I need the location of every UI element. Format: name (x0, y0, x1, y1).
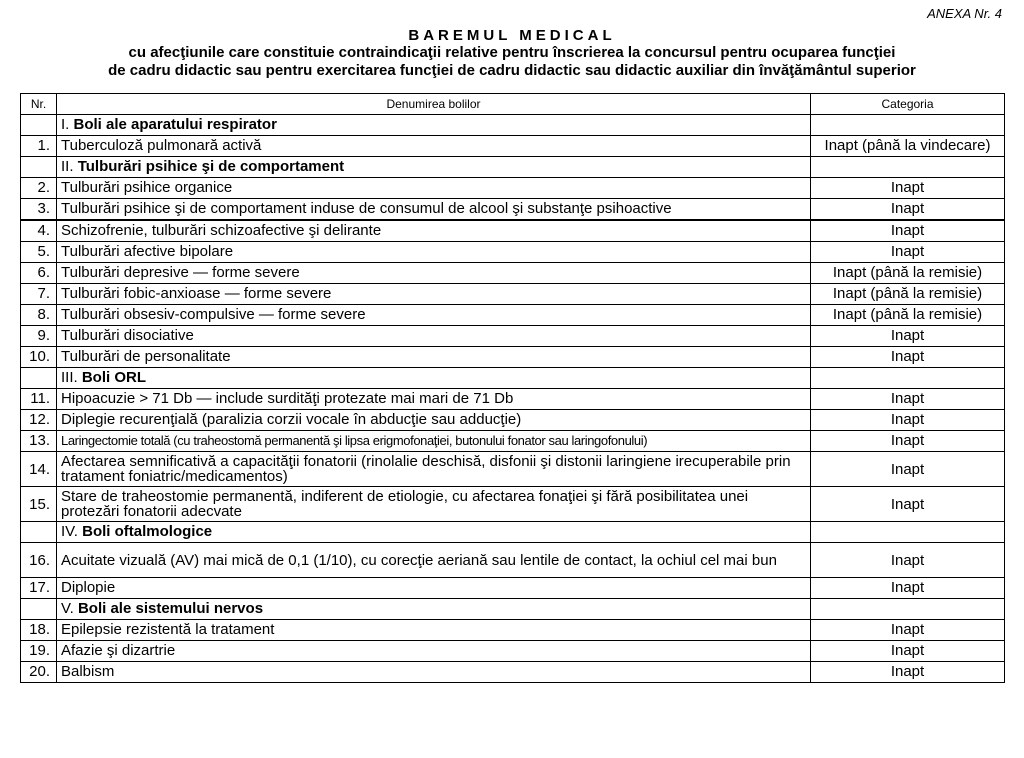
document-subtitle (20, 44, 1004, 80)
table-row (21, 431, 1005, 452)
row-name: Acuitate vizuală (AV) mai mică de 0,1 (1/10), cu corecţie aeriană sau lentile de contact, la ochiul cel mai bun (57, 543, 811, 578)
row-category: Inapt (811, 178, 1005, 199)
section-title: Boli ale aparatului respirator (73, 116, 277, 133)
row-nr: 13. (21, 431, 57, 452)
row-category: Inapt (până la remisie) (811, 284, 1005, 305)
row-nr (21, 599, 57, 620)
row-category (811, 522, 1005, 543)
row-name: Laringectomie totală (cu traheostomă permanentă şi lipsa erigmofonaţiei, butonului fonator sau laringofonului) (57, 431, 811, 452)
section-roman: I. (61, 116, 70, 133)
row-nr: 11. (21, 389, 57, 410)
row-nr: 16. (21, 543, 57, 578)
header-nr: Nr. (21, 94, 57, 115)
row-category: Inapt (811, 326, 1005, 347)
table-row (21, 452, 1005, 487)
section-row (21, 115, 1005, 136)
table-row (21, 662, 1005, 683)
medical-table (20, 93, 1005, 683)
row-nr: 2. (21, 178, 57, 199)
row-nr: 20. (21, 662, 57, 683)
row-category: Inapt (811, 199, 1005, 221)
section-title: Boli ORL (81, 369, 147, 386)
row-nr: 15. (21, 487, 57, 522)
row-nr (21, 115, 57, 136)
row-category: Inapt (811, 641, 1005, 662)
row-name: Tulburări psihice şi de comportament induse de consumul de alcool şi substanţe psihoactive (57, 199, 811, 221)
row-name: Tulburări fobic-anxioase — forme severe (57, 284, 811, 305)
row-name: Afectarea semnificativă a capacităţii fonatorii (rinolalie deschisă, disfonii şi distonii laringiene irecuperabile prin tratament foniatric/medicamentos) (57, 452, 811, 487)
row-nr: 17. (21, 578, 57, 599)
section-title: Boli ale sistemului nervos (77, 600, 264, 617)
row-category: Inapt (811, 620, 1005, 641)
table-row (21, 136, 1005, 157)
row-name: Schizofrenie, tulburări schizoafective şi delirante (57, 220, 811, 242)
row-nr: 9. (21, 326, 57, 347)
section-row (21, 368, 1005, 389)
table-row (21, 199, 1005, 221)
row-nr (21, 522, 57, 543)
section-title: Tulburări psihice şi de comportament (77, 158, 345, 175)
table-row (21, 263, 1005, 284)
row-category: Inapt (811, 410, 1005, 431)
row-category (811, 157, 1005, 178)
section-heading (57, 115, 811, 136)
row-name: Diplegie recurenţială (paralizia corzii vocale în abducţie sau adducţie) (57, 410, 811, 431)
row-name: Diplopie (57, 578, 811, 599)
section-row (21, 157, 1005, 178)
section-roman: II. (61, 158, 74, 175)
table-row (21, 305, 1005, 326)
row-name: Tulburări afective bipolare (57, 242, 811, 263)
row-nr: 14. (21, 452, 57, 487)
row-nr: 5. (21, 242, 57, 263)
section-title: Boli oftalmologice (82, 523, 213, 540)
row-name: Hipoacuzie > 71 Db — include surdităţi protezate mai mari de 71 Db (57, 389, 811, 410)
section-roman: III. (61, 369, 78, 386)
table-row (21, 410, 1005, 431)
table-row (21, 543, 1005, 578)
table-row (21, 487, 1005, 522)
row-name: Tulburări obsesiv-compulsive — forme severe (57, 305, 811, 326)
row-name: Tulburări depresive — forme severe (57, 263, 811, 284)
row-category: Inapt (811, 452, 1005, 487)
row-category: Inapt (811, 347, 1005, 368)
subtitle-line-1: cu afecţiunile care constituie contraindicaţii relative pentru înscrierea la concursul pentru ocuparea funcţiei (128, 44, 896, 61)
table-header (21, 94, 1005, 115)
row-nr: 18. (21, 620, 57, 641)
row-name: Tulburări psihice organice (57, 178, 811, 199)
table-row (21, 178, 1005, 199)
table-row (21, 578, 1005, 599)
row-nr: 8. (21, 305, 57, 326)
section-heading (57, 599, 811, 620)
row-category: Inapt (811, 220, 1005, 242)
row-category: Inapt (811, 662, 1005, 683)
row-nr (21, 157, 57, 178)
table-row (21, 326, 1005, 347)
row-category (811, 599, 1005, 620)
row-nr: 3. (21, 199, 57, 221)
row-category: Inapt (811, 487, 1005, 522)
row-nr: 4. (21, 220, 57, 242)
row-category (811, 115, 1005, 136)
row-name: Tulburări disociative (57, 326, 811, 347)
row-name: Balbism (57, 662, 811, 683)
row-nr: 12. (21, 410, 57, 431)
row-nr: 19. (21, 641, 57, 662)
subtitle-line-2: de cadru didactic sau pentru exercitarea funcţiei de cadru didactic sau didactic auxiliar din învăţământul superior (108, 62, 916, 79)
section-heading (57, 157, 811, 178)
row-nr: 1. (21, 136, 57, 157)
row-category: Inapt (până la vindecare) (811, 136, 1005, 157)
section-heading (57, 368, 811, 389)
table-row (21, 620, 1005, 641)
header-category: Categoria (811, 94, 1005, 115)
section-roman: IV. (61, 523, 78, 540)
row-nr: 6. (21, 263, 57, 284)
table-row (21, 242, 1005, 263)
row-name: Tuberculoză pulmonară activă (57, 136, 811, 157)
row-name: Afazie şi dizartrie (57, 641, 811, 662)
row-category: Inapt (811, 242, 1005, 263)
row-category (811, 368, 1005, 389)
row-category: Inapt (811, 389, 1005, 410)
row-category: Inapt (până la remisie) (811, 263, 1005, 284)
annex-label: ANEXA Nr. 4 (927, 6, 1002, 21)
section-row (21, 522, 1005, 543)
row-category: Inapt (811, 578, 1005, 599)
table-row (21, 347, 1005, 368)
row-name: Stare de traheostomie permanentă, indiferent de etiologie, cu afectarea fonaţiei şi fără posibilitatea unei protezări fonatorii adecvate (57, 487, 811, 522)
row-category: Inapt (811, 543, 1005, 578)
table-row (21, 641, 1005, 662)
document-title: BAREMUL MEDICAL (408, 27, 616, 44)
table-row (21, 220, 1005, 242)
row-nr: 10. (21, 347, 57, 368)
row-category: Inapt (până la remisie) (811, 305, 1005, 326)
row-nr (21, 368, 57, 389)
row-nr: 7. (21, 284, 57, 305)
header-name: Denumirea bolilor (57, 94, 811, 115)
table-row (21, 284, 1005, 305)
row-name: Tulburări de personalitate (57, 347, 811, 368)
table-row (21, 389, 1005, 410)
row-name: Epilepsie rezistentă la tratament (57, 620, 811, 641)
row-category: Inapt (811, 431, 1005, 452)
section-row (21, 599, 1005, 620)
section-roman: V. (61, 600, 74, 617)
section-heading (57, 522, 811, 543)
